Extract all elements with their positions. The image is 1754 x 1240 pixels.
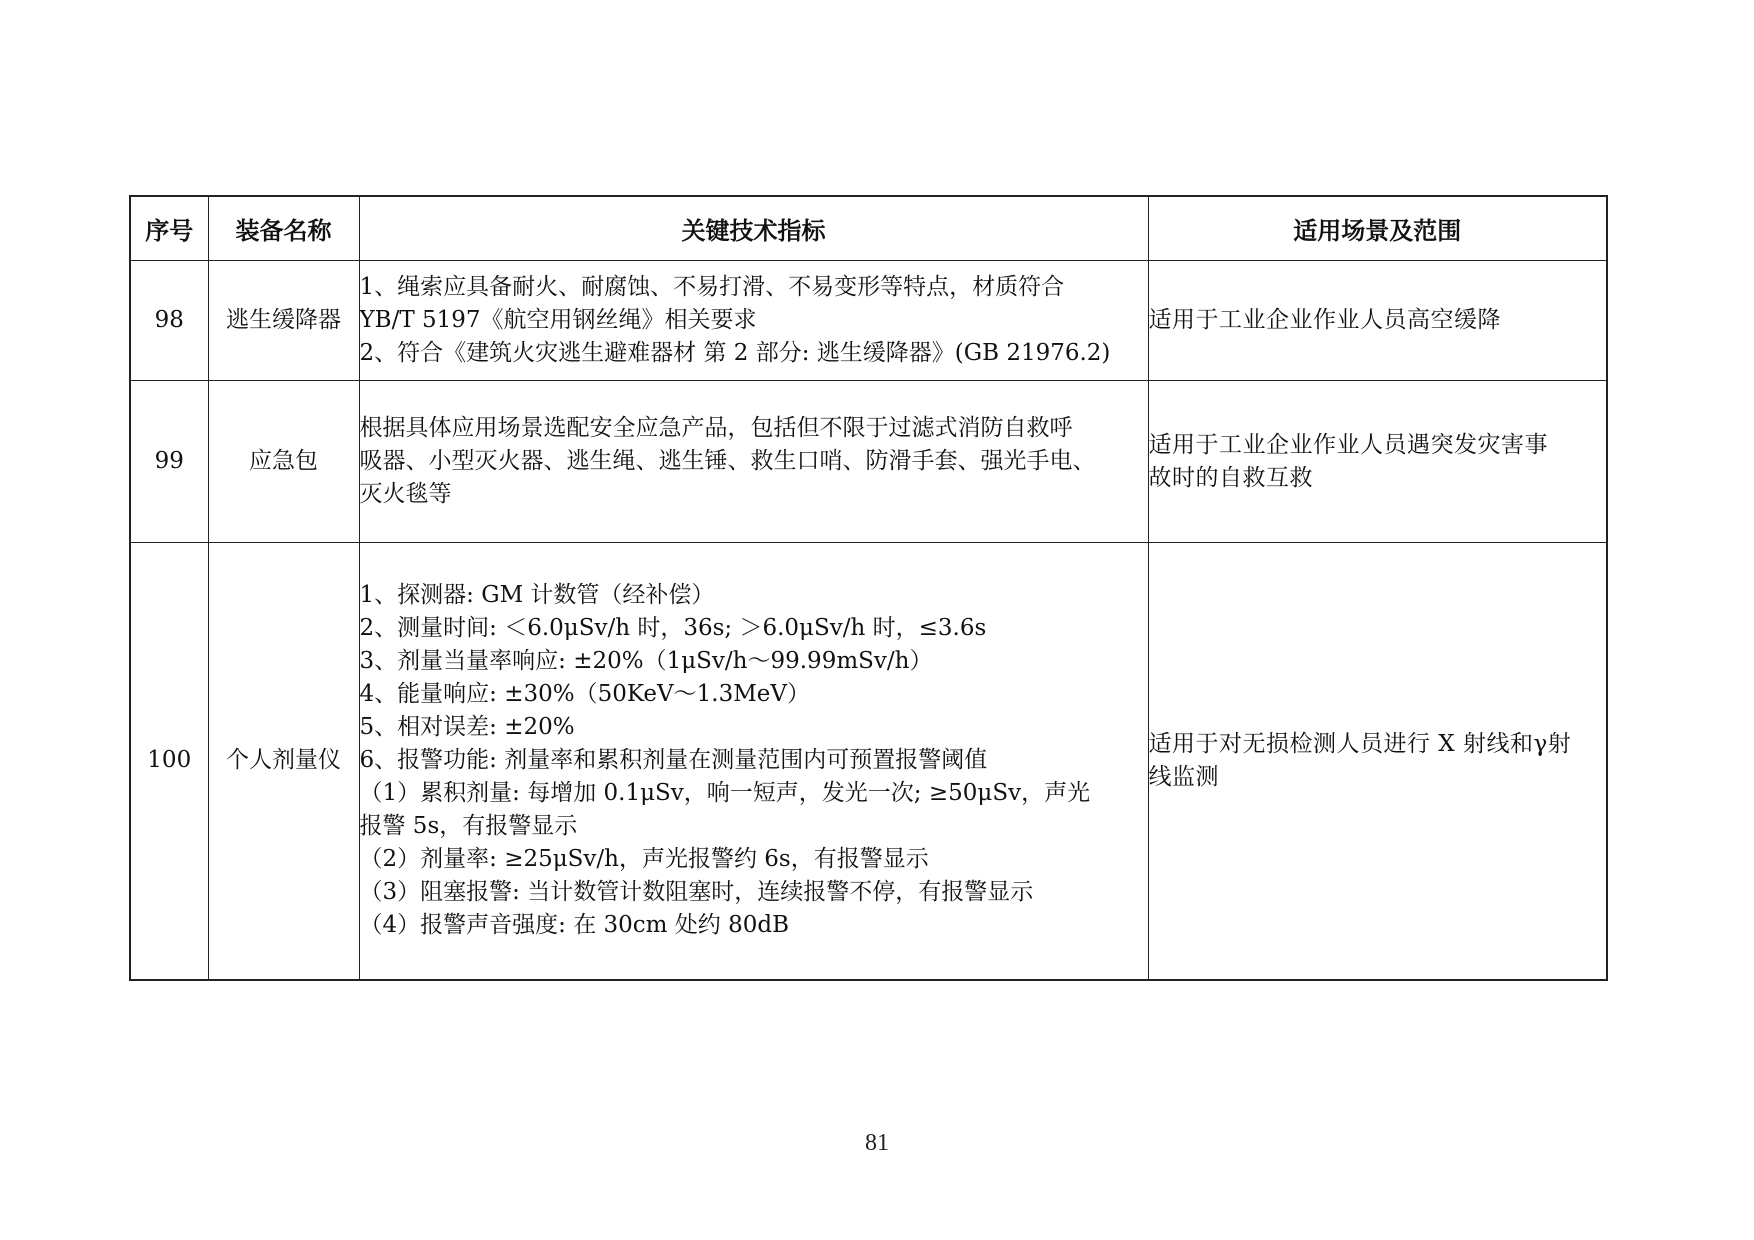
spec-line: 5、相对误差: ±20%	[359, 714, 575, 741]
spec-line: 4、能量响应: ±30%（50KeV～1.3MeV）	[359, 681, 810, 708]
table-row	[130, 543, 1607, 980]
scope-line: 故时的自救互救	[1148, 464, 1313, 491]
row-applicable-scope	[1148, 261, 1607, 381]
spec-line: 吸器、小型灭火器、逃生绳、逃生锤、救生口哨、防滑手套、强光手电、	[359, 448, 1096, 474]
spec-line: YB/T 5197《航空用钢丝绳》相关要求	[359, 307, 757, 333]
spec-line: 3、剂量当量率响应: ±20%（1μSv/h～99.99mSv/h）	[359, 648, 933, 675]
scope-line: 线监测	[1148, 763, 1219, 790]
spec-line: 报警 5s，有报警显示	[359, 813, 578, 840]
spec-line: （1）累积剂量: 每增加 0.1μSv，响一短声，发光一次; ≥50μSv，声光	[359, 780, 1091, 807]
row-equipment-name: 个人剂量仪	[208, 543, 359, 980]
row-applicable-scope	[1148, 381, 1607, 543]
spec-line: 2、测量时间: ＜6.0μSv/h 时，36s; ＞6.0μSv/h 时，≤3.6s	[359, 615, 987, 642]
header-equipment-name: 装备名称	[208, 196, 359, 261]
spec-line: 灭火毯等	[359, 481, 452, 507]
row-equipment-name: 应急包	[208, 381, 359, 543]
scope-line: 适用于工业企业作业人员高空缓降	[1148, 307, 1501, 333]
spec-line: 6、报警功能: 剂量率和累积剂量在测量范围内可预置报警阈值	[359, 747, 988, 774]
row-technical-specs	[359, 543, 1148, 980]
header-applicable-scenarios: 适用场景及范围	[1148, 196, 1607, 261]
spec-line: 根据具体应用场景选配安全应急产品，包括但不限于过滤式消防自救呼	[359, 415, 1073, 441]
spec-line: 1、绳索应具备耐火、耐腐蚀、不易打滑、不易变形等特点，材质符合	[359, 274, 1065, 300]
row-technical-specs	[359, 261, 1148, 381]
row-technical-specs	[359, 381, 1148, 543]
spec-line: 1、探测器: GM 计数管（经补偿）	[359, 582, 715, 609]
page-number: 81	[865, 1130, 889, 1156]
row-equipment-name: 逃生缓降器	[208, 261, 359, 381]
row-serial-number: 100	[130, 543, 208, 980]
scope-line: 适用于对无损检测人员进行 X 射线和γ射	[1148, 730, 1572, 757]
header-serial-number: 序号	[130, 196, 208, 261]
row-applicable-scope	[1148, 543, 1607, 980]
spec-line: 2、符合《建筑火灾逃生避难器材 第 2 部分: 逃生缓降器》(GB 21976.2)	[359, 340, 1111, 366]
equipment-spec-table	[129, 195, 1608, 981]
spec-line: （4）报警声音强度: 在 30cm 处约 80dB	[359, 912, 789, 939]
header-key-technical-specs: 关键技术指标	[359, 196, 1148, 261]
spec-line: （3）阻塞报警: 当计数管计数阻塞时，连续报警不停，有报警显示	[359, 879, 1034, 906]
row-serial-number: 98	[130, 261, 208, 381]
table-header-row	[130, 196, 1607, 261]
table-row	[130, 261, 1607, 381]
row-serial-number: 99	[130, 381, 208, 543]
spec-line: （2）剂量率: ≥25μSv/h，声光报警约 6s，有报警显示	[359, 846, 929, 873]
scope-line: 适用于工业企业作业人员遇突发灾害事	[1148, 431, 1548, 458]
table-row	[130, 381, 1607, 543]
